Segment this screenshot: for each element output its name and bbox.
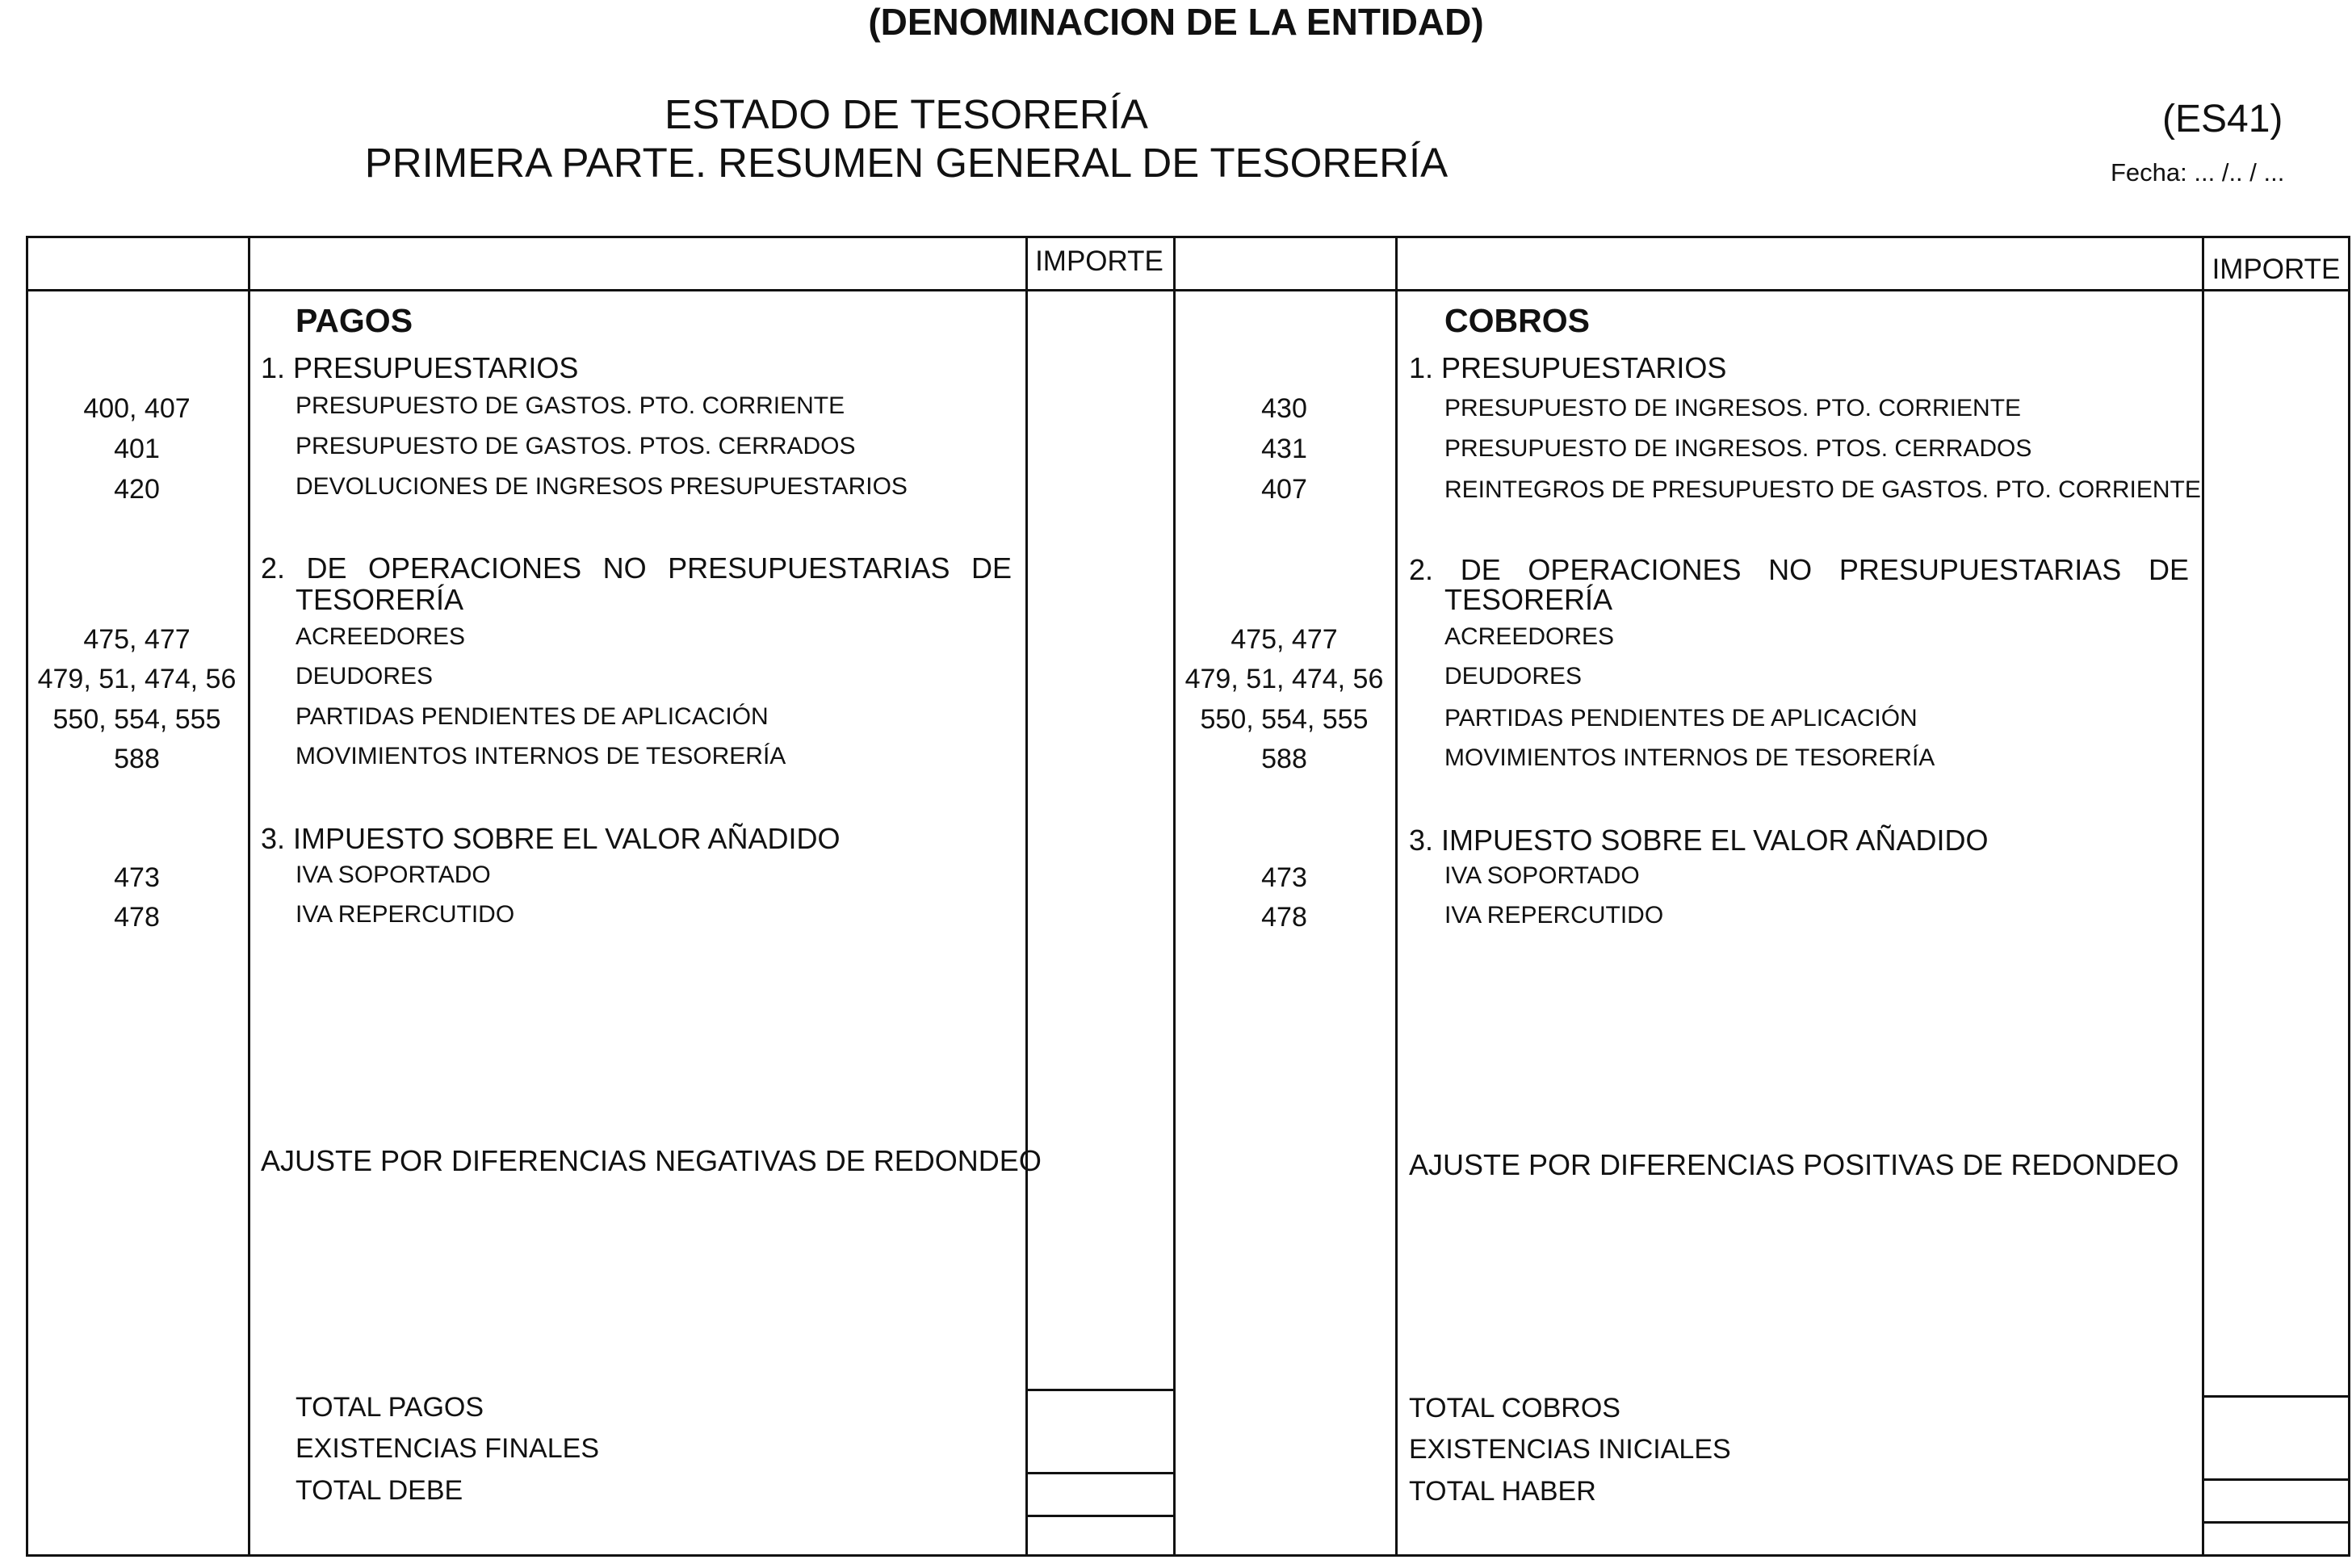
total-debe: TOTAL DEBE xyxy=(296,1475,463,1506)
pagos-group2-cont: TESORERÍA xyxy=(296,583,464,616)
cobros-item: PARTIDAS PENDIENTES DE APLICACIÓN xyxy=(1444,705,1918,732)
pagos-item: PRESUPUESTO DE GASTOS. PTOS. CERRADOS xyxy=(296,433,856,459)
pagos-item: ACREEDORES xyxy=(296,623,466,650)
cobros-item: IVA SOPORTADO xyxy=(1444,862,1640,889)
importe-header-left: IMPORTE xyxy=(1035,245,1163,277)
pagos-account: 401 xyxy=(114,434,160,464)
cobros-item: PRESUPUESTO DE INGRESOS. PTO. CORRIENTE xyxy=(1444,395,2022,421)
pagos-account: 478 xyxy=(114,902,160,933)
cobros-ajuste: AJUSTE POR DIFERENCIAS POSITIVAS DE REDONDEO xyxy=(1409,1148,2179,1181)
pagos-group1: 1. PRESUPUESTARIOS xyxy=(261,351,579,384)
pagos-item: PRESUPUESTO DE GASTOS. PTO. CORRIENTE xyxy=(296,392,845,419)
pagos-account: 400, 407 xyxy=(83,393,191,424)
cobros-item: DEUDORES xyxy=(1444,663,1583,690)
pagos-item: DEUDORES xyxy=(296,663,434,690)
cobros-account: 479, 51, 474, 56 xyxy=(1184,664,1384,694)
importe-header-right: IMPORTE xyxy=(2212,254,2341,285)
cobros-item: ACREEDORES xyxy=(1444,623,1615,650)
pagos-item: PARTIDAS PENDIENTES DE APLICACIÓN xyxy=(296,703,769,730)
pagos-account: 420 xyxy=(114,474,160,505)
cobros-heading: COBROS xyxy=(1444,302,1590,339)
pagos-group2: 2. DE OPERACIONES NO PRESUPUESTARIAS DE xyxy=(261,551,1012,585)
cobros-item: PRESUPUESTO DE INGRESOS. PTOS. CERRADOS xyxy=(1444,435,2032,462)
cobros-group2-cont: TESORERÍA xyxy=(1444,583,1613,616)
cobros-group2: 2. DE OPERACIONES NO PRESUPUESTARIAS DE xyxy=(1409,553,2189,586)
pagos-item: IVA SOPORTADO xyxy=(296,862,491,888)
pagos-heading: PAGOS xyxy=(296,302,413,339)
pagos-ajuste: AJUSTE POR DIFERENCIAS NEGATIVAS DE REDONDEO xyxy=(261,1144,1042,1177)
pagos-account: 473 xyxy=(114,862,160,893)
total-cobros: TOTAL COBROS xyxy=(1409,1393,1620,1423)
total-pagos: TOTAL PAGOS xyxy=(296,1392,484,1423)
cobros-account: 430 xyxy=(1261,393,1307,424)
pagos-item: MOVIMIENTOS INTERNOS DE TESORERÍA xyxy=(296,743,786,769)
pagos-group3: 3. IMPUESTO SOBRE EL VALOR AÑADIDO xyxy=(261,822,841,855)
pagos-item: IVA REPERCUTIDO xyxy=(296,901,515,928)
cobros-item: IVA REPERCUTIDO xyxy=(1444,902,1664,929)
cobros-account: 407 xyxy=(1261,474,1307,505)
date-field: Fecha: ... /.. / ... xyxy=(2111,158,2285,187)
document-title: ESTADO DE TESORERÍA xyxy=(665,91,1148,137)
document-subtitle: PRIMERA PARTE. RESUMEN GENERAL DE TESORERÍA xyxy=(364,140,1449,186)
pagos-item: DEVOLUCIONES DE INGRESOS PRESUPUESTARIOS xyxy=(296,473,908,500)
form-code: (ES41) xyxy=(2162,98,2283,140)
entity-name: (DENOMINACION DE LA ENTIDAD) xyxy=(868,1,1484,43)
pagos-account: 550, 554, 555 xyxy=(52,704,221,735)
cobros-account: 588 xyxy=(1261,744,1307,774)
total-haber: TOTAL HABER xyxy=(1409,1476,1596,1507)
existencias-iniciales: EXISTENCIAS INICIALES xyxy=(1409,1434,1731,1465)
pagos-account: 475, 477 xyxy=(83,624,191,655)
cobros-item: REINTEGROS DE PRESUPUESTO DE GASTOS. PTO. CORRIENTE xyxy=(1444,476,2201,503)
existencias-finales: EXISTENCIAS FINALES xyxy=(296,1433,599,1464)
cobros-account: 478 xyxy=(1261,902,1307,933)
cobros-account: 475, 477 xyxy=(1231,624,1338,655)
cobros-item: MOVIMIENTOS INTERNOS DE TESORERÍA xyxy=(1444,744,1935,771)
cobros-account: 431 xyxy=(1261,434,1307,464)
cobros-group3: 3. IMPUESTO SOBRE EL VALOR AÑADIDO xyxy=(1409,824,1989,857)
cobros-account: 473 xyxy=(1261,862,1307,893)
pagos-account: 479, 51, 474, 56 xyxy=(37,664,237,694)
cobros-account: 550, 554, 555 xyxy=(1200,704,1369,735)
pagos-account: 588 xyxy=(114,744,160,774)
cobros-group1: 1. PRESUPUESTARIOS xyxy=(1409,351,1727,384)
